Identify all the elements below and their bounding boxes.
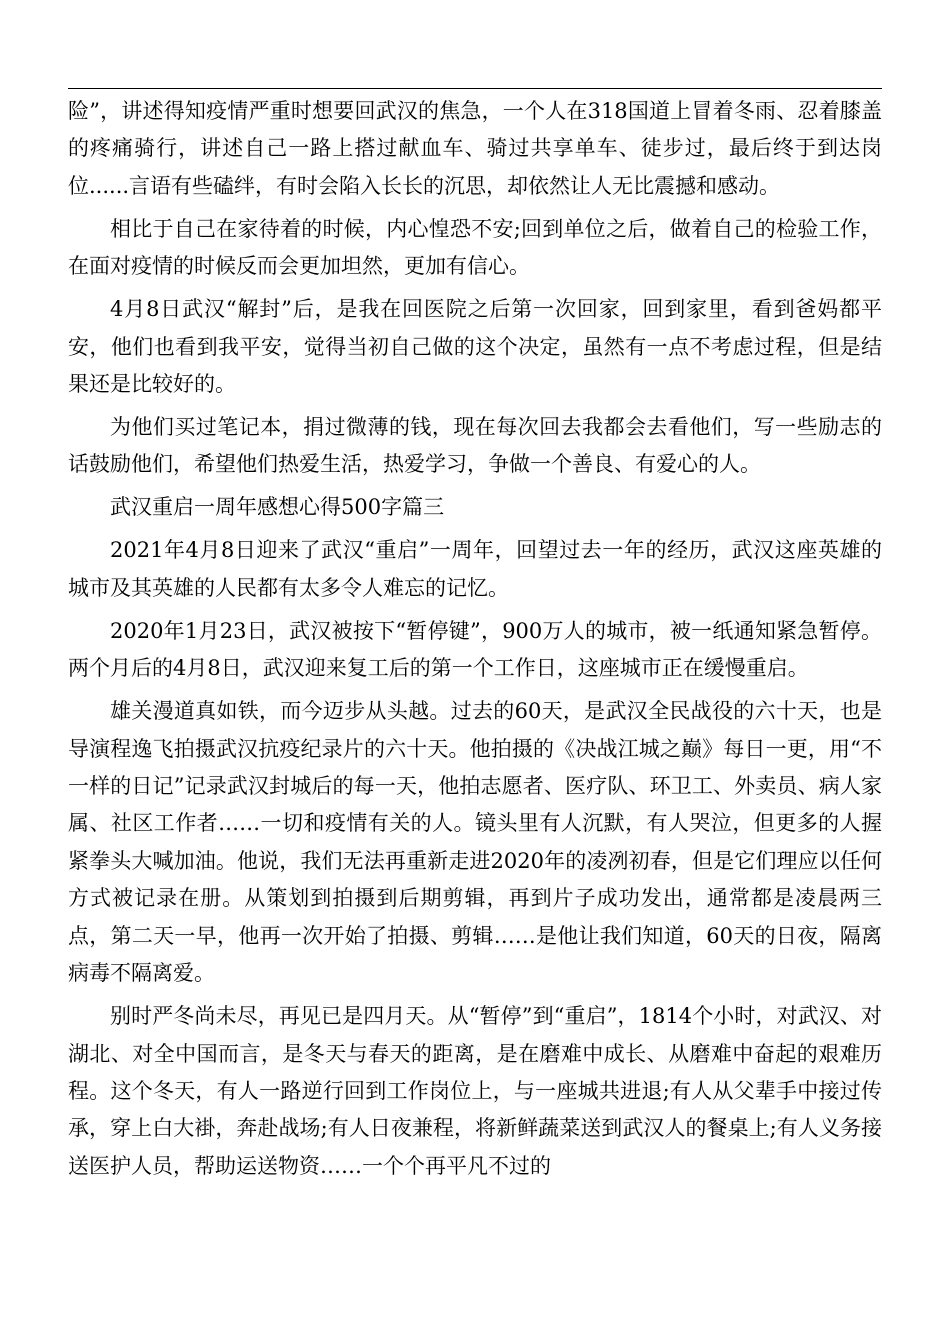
paragraph: 别时严冬尚未尽，再见已是四月天。从“暂停”到“重启”，1814个小时，对武汉、对湖北、对全中国而言，是冬天与春天的距离，是在磨难中成长、从磨难中奋起的艰难历程。这个冬天，有人一路逆行回到工作岗位上，与一座城共进退;有人从父辈手中接过传承，穿上白大褂，奔赴战场;有人日夜兼程，将新鲜蔬菜送到武汉人的餐桌上;有人义务接送医护人员，帮助运送物资……一个个再平凡不过的 [68, 1004, 882, 1178]
paragraph: 相比于自己在家待着的时候，内心惶恐不安;回到单位之后，做着自己的检验工作，在面对疫情的时候反而会更加坦然，更加有信心。 [68, 216, 882, 279]
paragraph-continued: 险”，讲述得知疫情严重时想要回武汉的焦急，一个人在318国道上冒着冬雨、忍着膝盖的疼痛骑行，讲述自己一路上搭过献血车、骑过共享单车、徒步过，最后终于到达岗位......言语有些磕绊，有时会陷入长长的沉思，却依然让人无比震撼和感动。 [68, 99, 882, 198]
paragraph: 2021年4月8日迎来了武汉“重启”一周年，回望过去一年的经历，武汉这座英雄的城市及其英雄的人民都有太多令人难忘的记忆。 [68, 538, 882, 600]
paragraph: 雄关漫道真如铁，而今迈步从头越。过去的60天，是武汉全民战役的六十天，也是导演程逸飞拍摄武汉抗疫纪录片的六十天。他拍摄的《决战江城之巅》每日一更，用“不一样的日记”记录武汉封城后的每一天，他拍志愿者、医疗队、环卫工、外卖员、病人家属、社区工作者……一切和疫情有关的人。镜头里有人沉默，有人哭泣，但更多的人握紧拳头大喊加油。他说，我们无法再重新走进2020年的凌冽初春，但是它们理应以任何方式被记录在册。从策划到拍摄到后期剪辑，再到片子成功发出，通常都是凌晨两三点，第二天一早，他再一次开始了拍摄、剪辑……是他让我们知道，60天的日夜，隔离病毒不隔离爱。 [68, 699, 882, 986]
paragraph: 2020年1月23日，武汉被按下“暂停键”，900万人的城市，被一纸通知紧急暂停。两个月后的4月8日，武汉迎来复工后的第一个工作日，这座城市正在缓慢重启。 [68, 618, 882, 681]
section-heading: 武汉重启一周年感想心得500字篇三 [110, 495, 445, 520]
paragraph: 为他们买过笔记本，捐过微薄的钱，现在每次回去我都会去看他们，写一些励志的话鼓励他们，希望他们热爱生活，热爱学习，争做一个善良、有爱心的人。 [68, 415, 882, 477]
paragraph: 4月8日武汉“解封”后，是我在回医院之后第一次回家，回到家里，看到爸妈都平安，他们也看到我平安，觉得当初自己做的这个决定，虽然有一点不考虑过程，但是结果还是比较好的。 [68, 297, 882, 397]
header-rule [68, 88, 882, 89]
body-text [68, 93, 882, 1191]
